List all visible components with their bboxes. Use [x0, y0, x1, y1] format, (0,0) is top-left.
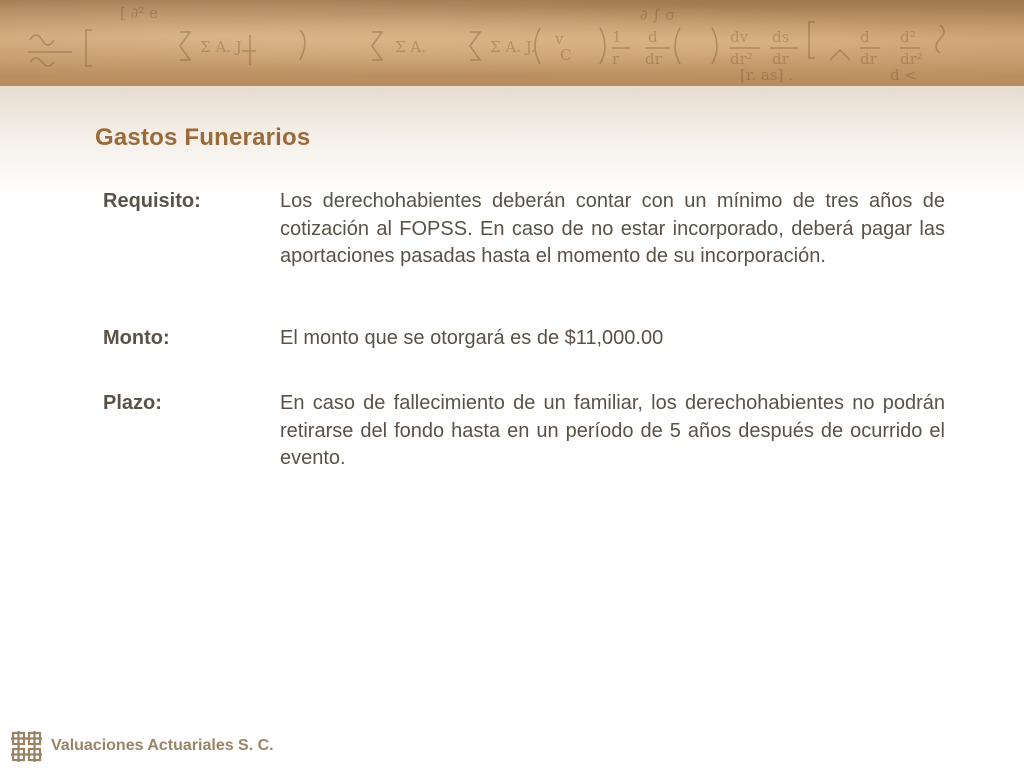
- svg-text:dv: dv: [730, 28, 749, 46]
- page-title: Gastos Funerarios: [95, 124, 311, 151]
- svg-text:ds: ds: [772, 28, 790, 46]
- svg-text:C: C: [560, 46, 572, 64]
- requirement-text: Los derechohabientes deberán contar con un mínimo de tres años de cotización al FOPSS. En caso de no estar incorporado, deberá pagar las aportaciones pasadas hasta el momento de su incorporación.: [280, 190, 945, 267]
- svg-text:v: v: [555, 30, 564, 48]
- svg-text:dr²: dr²: [900, 50, 923, 68]
- svg-text:d: d: [648, 28, 658, 46]
- svg-text:d²: d²: [900, 28, 916, 46]
- svg-text:d <: d <: [890, 66, 917, 84]
- requirement-row: [103, 188, 945, 300]
- svg-text:dr: dr: [772, 50, 789, 68]
- company-name: Valuaciones Actuariales S. C.: [51, 737, 274, 754]
- svg-text:Σ A. J.: Σ A. J.: [200, 38, 246, 56]
- company-logo-icon: [11, 731, 42, 762]
- term-label: Plazo:: [103, 392, 162, 414]
- svg-text:Σ A.: Σ A.: [395, 38, 426, 56]
- svg-text:[ ∂² e: [ ∂² e: [120, 4, 159, 22]
- term-text: En caso de fallecimiento de un familiar, los derechohabientes no podrán retirarse del fondo hasta en un período de 5 años después de ocurrido el evento.: [280, 392, 945, 469]
- svg-text:r: r: [612, 50, 620, 68]
- amount-row: [103, 325, 945, 355]
- amount-label: Monto:: [103, 327, 170, 349]
- svg-text:dr: dr: [860, 50, 877, 68]
- header-banner: [0, 0, 1024, 86]
- svg-text:d: d: [860, 28, 870, 46]
- svg-text:dr: dr: [645, 50, 662, 68]
- svg-text:1: 1: [612, 28, 622, 46]
- term-row: [103, 390, 945, 474]
- svg-text:[r. as] .: [r. as] .: [740, 66, 793, 84]
- svg-text:dr²: dr²: [730, 50, 753, 68]
- requirement-label: Requisito:: [103, 190, 201, 212]
- math-formulas-background-icon: [0, 0, 1024, 86]
- svg-text:∂ ∫ σ: ∂ ∫ σ: [640, 6, 676, 24]
- amount-text: El monto que se otorgará es de $11,000.00: [280, 327, 664, 349]
- svg-text:Σ A. J.: Σ A. J.: [490, 38, 536, 56]
